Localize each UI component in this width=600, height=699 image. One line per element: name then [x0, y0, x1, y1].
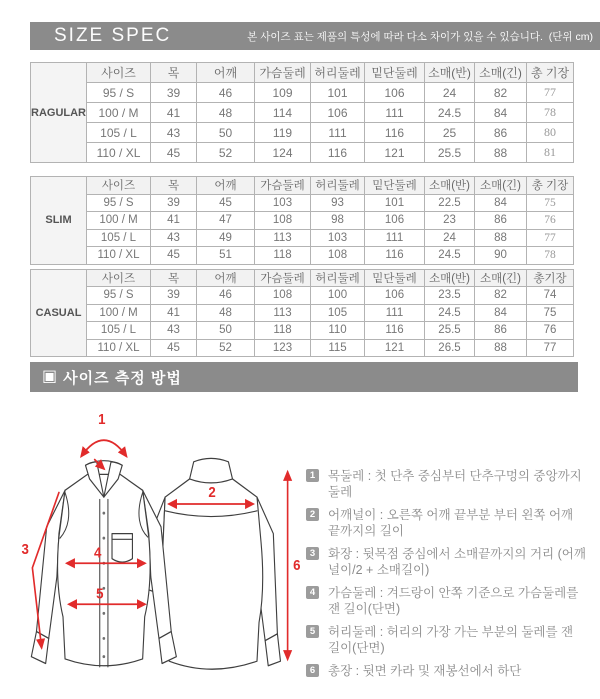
page-title: SIZE SPEC — [54, 25, 172, 46]
size-row — [31, 123, 574, 143]
measure-method-header-bar — [30, 362, 578, 392]
item-text: 화장 : 뒷목점 중심에서 소매끝까지의 거리 (어깨널이/2 + 소매길이) — [328, 547, 586, 577]
value-cell: 52 — [197, 143, 255, 163]
size-row — [31, 143, 574, 163]
column-header: 소매(반) — [425, 177, 475, 195]
item-text: 허리둘레 : 허리의 가장 가는 부분의 둘레를 잰 길이(단면) — [328, 625, 574, 655]
measure-item — [306, 585, 588, 617]
marker-6: 6 — [293, 556, 301, 574]
value-cell: 77 — [527, 229, 574, 247]
square-icon: ▣ — [42, 368, 58, 385]
size-row — [31, 287, 574, 305]
size-row — [31, 103, 574, 123]
value-cell: 41 — [151, 212, 197, 230]
back-body — [163, 479, 263, 669]
item-text: 목둘레 : 첫 단추 중심부터 단추구멍의 중앙까지 둘레 — [328, 469, 582, 499]
value-cell: 39 — [151, 83, 197, 103]
size-row — [31, 212, 574, 230]
measure-item — [306, 507, 588, 539]
size-cell: 95 / S — [87, 287, 151, 305]
measure-item — [306, 546, 588, 578]
column-header: 총 기장 — [527, 63, 574, 83]
marker-2: 2 — [208, 483, 216, 501]
size-cell: 100 / M — [87, 103, 151, 123]
value-cell: 109 — [255, 83, 311, 103]
value-cell: 116 — [365, 123, 425, 143]
size-cell: 105 / L — [87, 229, 151, 247]
value-cell: 82 — [475, 287, 527, 305]
value-cell: 41 — [151, 304, 197, 322]
value-cell: 101 — [311, 83, 365, 103]
value-cell: 86 — [475, 123, 527, 143]
value-cell: 106 — [365, 287, 425, 305]
value-cell: 78 — [527, 103, 574, 123]
item-number-badge: 2 — [306, 508, 319, 521]
item-text: 어깨널이 : 오른쪽 어깨 끝부분 부터 왼쪽 어깨 끝까지의 길이 — [328, 508, 574, 538]
value-cell: 108 — [255, 287, 311, 305]
value-cell: 86 — [475, 322, 527, 340]
value-cell: 24 — [425, 229, 475, 247]
value-cell: 84 — [475, 304, 527, 322]
value-cell: 111 — [365, 229, 425, 247]
value-cell: 24.5 — [425, 247, 475, 265]
table-label: CASUAL — [31, 269, 87, 357]
marker-3: 3 — [21, 540, 29, 558]
value-cell: 50 — [197, 123, 255, 143]
value-cell: 52 — [197, 339, 255, 357]
column-header: 어깨 — [197, 63, 255, 83]
value-cell: 106 — [311, 103, 365, 123]
value-cell: 110 — [311, 322, 365, 340]
value-cell: 26.5 — [425, 339, 475, 357]
value-cell: 121 — [365, 339, 425, 357]
column-header: 가슴둘레 — [255, 63, 311, 83]
column-header: 소매(반) — [425, 63, 475, 83]
item-number-badge: 1 — [306, 469, 319, 482]
column-header: 목 — [151, 177, 197, 195]
column-header: 소매(긴) — [475, 177, 527, 195]
column-header: 밑단둘레 — [365, 177, 425, 195]
value-cell: 105 — [311, 304, 365, 322]
header-row — [31, 63, 574, 83]
size-cell: 110 / XL — [87, 247, 151, 265]
value-cell: 78 — [527, 247, 574, 265]
value-cell: 88 — [475, 143, 527, 163]
value-cell: 111 — [365, 103, 425, 123]
column-header: 밑단둘레 — [365, 63, 425, 83]
value-cell: 77 — [527, 339, 574, 357]
size-cell: 100 / M — [87, 212, 151, 230]
value-cell: 39 — [151, 287, 197, 305]
value-cell: 90 — [475, 247, 527, 265]
value-cell: 41 — [151, 103, 197, 123]
column-header: 총기장 — [527, 269, 574, 287]
item-number-badge: 5 — [306, 625, 319, 638]
size-spec-note: 본 사이즈 표는 제품의 특성에 따라 다소 차이가 있을 수 있습니다. (단위 cm) — [247, 30, 593, 43]
size-cell: 110 / XL — [87, 143, 151, 163]
shirt-diagram — [14, 406, 306, 684]
chest-pocket — [112, 534, 132, 562]
size-table-casual — [30, 269, 574, 358]
value-cell: 23 — [425, 212, 475, 230]
value-cell: 108 — [255, 212, 311, 230]
value-cell: 84 — [475, 194, 527, 212]
column-header: 허리둘레 — [311, 63, 365, 83]
value-cell: 106 — [365, 83, 425, 103]
value-cell: 48 — [197, 103, 255, 123]
value-cell: 45 — [151, 247, 197, 265]
size-row — [31, 194, 574, 212]
value-cell: 118 — [255, 247, 311, 265]
size-row — [31, 83, 574, 103]
measure-item — [306, 468, 588, 500]
size-cell: 100 / M — [87, 304, 151, 322]
value-cell: 75 — [527, 304, 574, 322]
item-text: 가슴둘레 : 겨드랑이 안쪽 기준으로 가슴둘레를 잰 길이(단면) — [328, 586, 579, 616]
value-cell: 51 — [197, 247, 255, 265]
value-cell: 24 — [425, 83, 475, 103]
item-text: 총장 : 뒷면 카라 및 재봉선에서 하단 — [328, 664, 522, 678]
value-cell: 25.5 — [425, 143, 475, 163]
column-header: 어깨 — [197, 177, 255, 195]
measure-item — [306, 663, 588, 679]
column-header: 어깨 — [197, 269, 255, 287]
value-cell: 115 — [311, 339, 365, 357]
back-collar — [190, 458, 233, 482]
column-header: 허리둘레 — [311, 269, 365, 287]
value-cell: 47 — [197, 212, 255, 230]
value-cell: 22.5 — [425, 194, 475, 212]
size-tables — [30, 62, 573, 357]
header-row — [31, 177, 574, 195]
value-cell: 101 — [365, 194, 425, 212]
value-cell: 45 — [197, 194, 255, 212]
value-cell: 43 — [151, 123, 197, 143]
value-cell: 45 — [151, 339, 197, 357]
value-cell: 114 — [255, 103, 311, 123]
size-cell: 105 / L — [87, 322, 151, 340]
measure-method-title: 사이즈 측정 방법 — [63, 369, 182, 387]
marker-4: 4 — [94, 543, 102, 561]
value-cell: 86 — [475, 212, 527, 230]
marker-5: 5 — [96, 584, 104, 602]
column-header: 목 — [151, 269, 197, 287]
header-row — [31, 269, 574, 287]
table-label: SLIM — [31, 177, 87, 265]
measure-item — [306, 624, 588, 656]
column-header: 사이즈 — [87, 269, 151, 287]
value-cell: 43 — [151, 322, 197, 340]
value-cell: 124 — [255, 143, 311, 163]
measure-item-list — [306, 392, 588, 686]
size-row — [31, 339, 574, 357]
value-cell: 103 — [255, 194, 311, 212]
value-cell: 121 — [365, 143, 425, 163]
value-cell: 106 — [365, 212, 425, 230]
value-cell: 113 — [255, 304, 311, 322]
value-cell: 88 — [475, 229, 527, 247]
size-table-regular — [30, 62, 574, 163]
item-number-badge: 3 — [306, 547, 319, 560]
value-cell: 74 — [527, 287, 574, 305]
value-cell: 81 — [527, 143, 574, 163]
shirt-diagram-box — [0, 392, 306, 684]
size-spec-header-bar — [30, 22, 600, 50]
value-cell: 111 — [311, 123, 365, 143]
column-header: 밑단둘레 — [365, 269, 425, 287]
value-cell: 24.5 — [425, 103, 475, 123]
value-cell: 100 — [311, 287, 365, 305]
value-cell: 116 — [311, 143, 365, 163]
value-cell: 113 — [255, 229, 311, 247]
value-cell: 84 — [475, 103, 527, 123]
value-cell: 116 — [365, 247, 425, 265]
value-cell: 88 — [475, 339, 527, 357]
size-cell: 105 / L — [87, 123, 151, 143]
column-header: 사이즈 — [87, 177, 151, 195]
value-cell: 116 — [365, 322, 425, 340]
size-row — [31, 229, 574, 247]
column-header: 소매(긴) — [475, 63, 527, 83]
value-cell: 25.5 — [425, 322, 475, 340]
value-cell: 23.5 — [425, 287, 475, 305]
value-cell: 76 — [527, 212, 574, 230]
size-table-slim — [30, 176, 574, 265]
size-row — [31, 247, 574, 265]
size-row — [31, 304, 574, 322]
value-cell: 49 — [197, 229, 255, 247]
column-header: 소매(긴) — [475, 269, 527, 287]
column-header: 가슴둘레 — [255, 177, 311, 195]
column-header: 소매(반) — [425, 269, 475, 287]
column-header: 가슴둘레 — [255, 269, 311, 287]
value-cell: 39 — [151, 194, 197, 212]
value-cell: 43 — [151, 229, 197, 247]
value-cell: 82 — [475, 83, 527, 103]
value-cell: 24.5 — [425, 304, 475, 322]
value-cell: 76 — [527, 322, 574, 340]
value-cell: 108 — [311, 247, 365, 265]
neck-measure-arc — [81, 440, 126, 456]
value-cell: 103 — [311, 229, 365, 247]
item-number-badge: 6 — [306, 664, 319, 677]
column-header: 사이즈 — [87, 63, 151, 83]
value-cell: 48 — [197, 304, 255, 322]
value-cell: 119 — [255, 123, 311, 143]
column-header: 허리둘레 — [311, 177, 365, 195]
value-cell: 93 — [311, 194, 365, 212]
value-cell: 98 — [311, 212, 365, 230]
size-cell: 110 / XL — [87, 339, 151, 357]
size-cell: 95 / S — [87, 83, 151, 103]
size-cell: 95 / S — [87, 194, 151, 212]
value-cell: 75 — [527, 194, 574, 212]
value-cell: 45 — [151, 143, 197, 163]
value-cell: 25 — [425, 123, 475, 143]
value-cell: 50 — [197, 322, 255, 340]
size-row — [31, 322, 574, 340]
value-cell: 46 — [197, 83, 255, 103]
column-header: 목 — [151, 63, 197, 83]
table-label: RAGULAR — [31, 63, 87, 163]
column-header: 총 기장 — [527, 177, 574, 195]
value-cell: 80 — [527, 123, 574, 143]
measure-section — [0, 392, 600, 686]
value-cell: 46 — [197, 287, 255, 305]
item-number-badge: 4 — [306, 586, 319, 599]
value-cell: 123 — [255, 339, 311, 357]
marker-1: 1 — [98, 410, 106, 428]
value-cell: 118 — [255, 322, 311, 340]
value-cell: 111 — [365, 304, 425, 322]
value-cell: 77 — [527, 83, 574, 103]
